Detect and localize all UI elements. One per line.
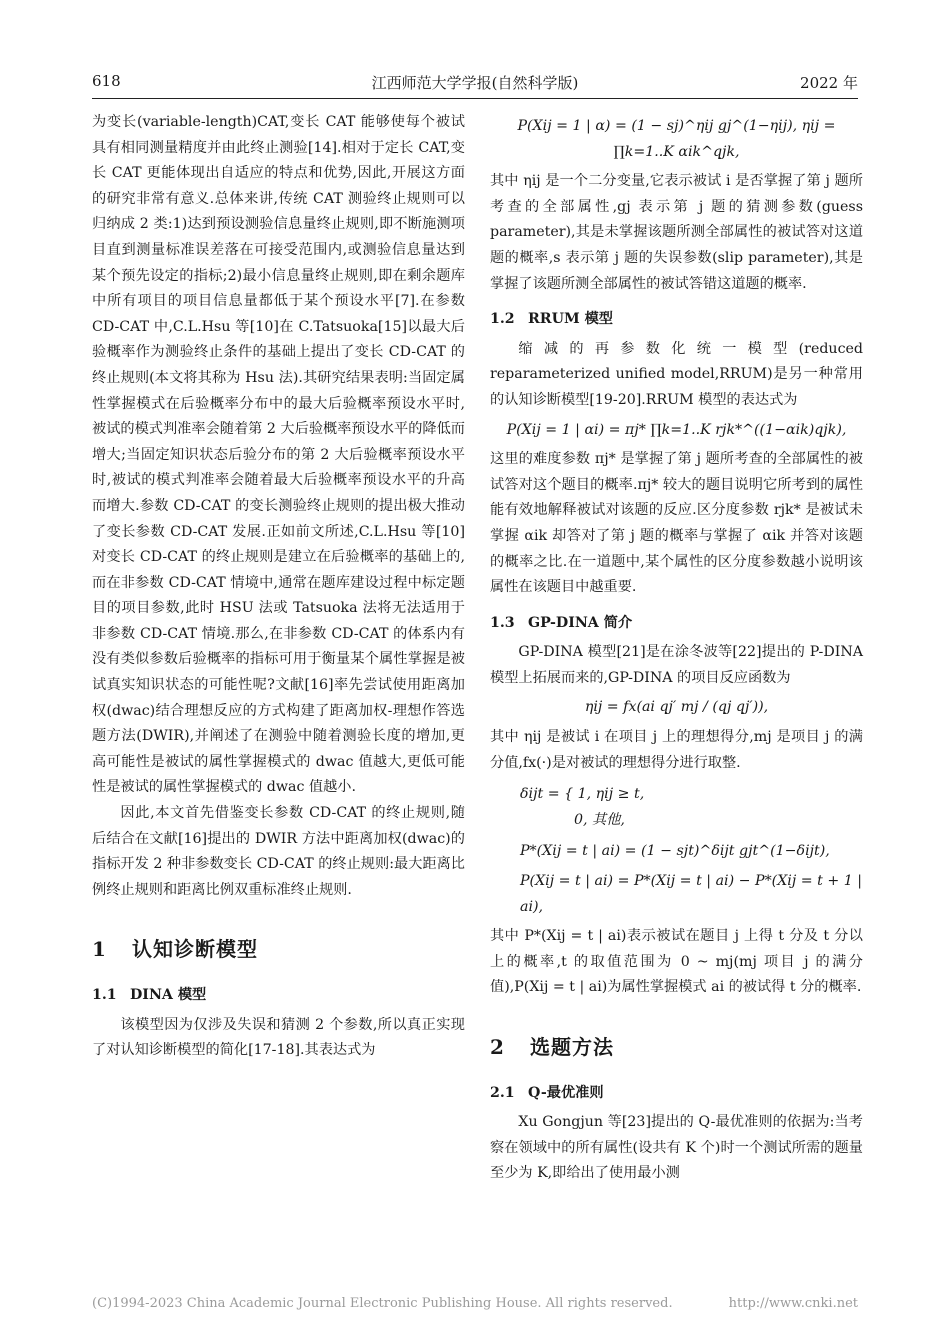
- section-title: 认知诊断模型: [132, 937, 258, 962]
- journal-title: 江西师范大学学报(自然科学版): [371, 74, 579, 92]
- paragraph: 其中 ηij 是被试 i 在项目 j 上的理想得分,mj 是项目 j 的满分值,fx(·)是对被试的理想得分进行取整.: [490, 729, 863, 771]
- subsection-number: 2.1: [490, 1084, 515, 1101]
- subsection-title: RRUM 模型: [528, 311, 613, 328]
- equation: ηij = fx(ai qj′ mj / (qj qj′)),: [584, 699, 769, 716]
- paragraph: 为变长(variable-length)CAT,变长 CAT 能够使每个被试具有相同测量精度并由此终止测验[14].相对于定长 CAT,变长 CAT 更能体现出自适应的特点和优势,因此,开展这方面的研究非常有意义.总体来讲,传统 CAT 测验终止规则可以归纳成 2 类:1)达到预设测验信息量终止规则,即不断施测项目直到测量标准误差落在可接受范围内,或测验信息量达到某个预先设定的指标;2)最小信息量终止规则,即在剩余题库中所有项目的项目信息量都低于某个预设水平[7].在参数 CD-CAT 中,C.L.Hsu 等[10]在 C.Tatsuoka[15]以最大后验概率作为测验终止条件的基础上提出了变长 CD-CAT 的终止规则(本文将其称为 Hsu 法).其研究结果表明:当固定属性掌握模式在后验概率分布中的最大后验概率预设水平时,被试的模式判准率会随着第 2 大后验概率预设水平的降低而增大;当固定知识状态后验分布的第 2 大后验概率预设水平时,被试的模式判准率会随着最大后验概率预设水平的升高而增大.参数 CD-CAT 的变长测验终止规则的提出极大推动了变长参数 CD-CAT 发展.正如前文所述,C.L.Hsu 等[10]对变长 CD-CAT 的终止规则是建立在后验概率的基础上的,而在非参数 CD-CAT 情境中,通常在题库建设过程中标定题目的项目参数,此时 HSU 法或 Tatsuoka 法将无法适用于非参数 CD-CAT 情境.那么,在非参数 CD-CAT 的体系内有没有类似参数后验概率的指标可用于衡量某个属性掌握是被试真实知识状态的可能性呢?文献[16]率先尝试使用距离加权(dwac)结合理想反应的方式构建了距离加权-理想作答选题方法(DWIR),并阐述了在测验中随着测验长度的增加,更高可能性是被试的属性掌握模式的 dwac 值越大,更低可能性是被试的属性掌握模式的 dwac 值越小.: [92, 114, 465, 796]
- section-number: 1: [92, 937, 107, 962]
- copyright-notice: (C)1994-2023 China Academic Journal Electronic Publishing House. All rights reserved.: [92, 1296, 673, 1311]
- subsection-heading: [92, 983, 465, 1009]
- header-rule: [92, 98, 858, 99]
- subsection-title: Q-最优准则: [528, 1084, 604, 1101]
- subsection-heading: [490, 611, 863, 637]
- paragraph: GP-DINA 模型[21]是在涂冬波等[22]提出的 P-DINA 模型上拓展而来的,GP-DINA 的项目反应函数为: [490, 644, 863, 686]
- equation: P*(Xij = t | ai) = (1 − sjt)^δijt gjt^(1−δijt),: [520, 843, 830, 860]
- equation-cases: [520, 782, 863, 833]
- equation: P(Xij = 1 | αi) = πj* ∏k=1..K rjk*^((1−αik)qjk),: [506, 421, 847, 438]
- subsection-number: 1.3: [490, 614, 515, 631]
- subsection-title: DINA 模型: [130, 987, 207, 1003]
- left-column: [92, 110, 465, 1064]
- paragraph: 其中 P*(Xij = t | ai)表示被试在题目 j 上得 t 分及 t 分以上的概率,t 的取值范围为 0 ~ mj(mj 项目 j 的满分值),P(Xij = t | ai)为属性掌握模式 ai 的被试得 t 分的概率.: [490, 928, 863, 996]
- paragraph: 其中 ηij 是一个二分变量,它表示被试 i 是否掌握了第 j 题所考查的全部属性,gj 表示第 j 题的猜测参数(guess parameter),其是未掌握该题所测全部属性的被试答对这道题的概率,s 表示第 j 题的失误参数(slip parameter),其是掌握了该题所测全部属性的被试答错这道题的概率.: [490, 173, 863, 292]
- equation: P(Xij = 1 | α) = (1 − sj)^ηij gj^(1−ηij), ηij = ∏k=1..K αik^qjk,: [517, 118, 836, 160]
- equation-line: δijt = { 1, ηij ≥ t,: [520, 786, 645, 803]
- equation: P(Xij = t | ai) = P*(Xij = t | ai) − P*(Xij = t + 1 | ai),: [520, 873, 863, 915]
- year: 2022 年: [800, 74, 858, 92]
- section-heading: [490, 1035, 863, 1061]
- page-header: [92, 72, 858, 96]
- section-title: 选题方法: [530, 1035, 614, 1059]
- paragraph: 这里的难度参数 πj* 是掌握了第 j 题所考查的全部属性的被试答对这个题目的概率.πj* 较大的题目说明它所考到的属性能有效地解释被试对该题的反应.区分度参数 rjk* 是被试未掌握 αik 却答对了第 j 题的概率与掌握了 αik 并答对该题的概率之比.在一道题中,某个属性的区分度参数越小说明该属性在该题目中越重要.: [490, 451, 863, 596]
- paragraph: Xu Gongjun 等[23]提出的 Q-最优准则的依据为:当考察在领域中的所有属性(设共有 K 个)时一个测试所需的题量至少为 K,即给出了使用最小测: [490, 1114, 863, 1182]
- paragraph: 缩减的再参数化统一模型(reduced reparameterized unified model,RRUM)是另一种常用的认知诊断模型[19-20].RRUM 模型的表达式为: [490, 340, 863, 408]
- subsection-number: 1.1: [92, 987, 117, 1003]
- paragraph: 该模型因为仅涉及失误和猜测 2 个参数,所以真正实现了对认知诊断模型的简化[17-18].其表达式为: [92, 1016, 465, 1059]
- subsection-heading: [490, 307, 863, 333]
- section-heading: [92, 937, 465, 963]
- publisher-url: http://www.cnki.net: [728, 1296, 858, 1311]
- section-number: 2: [490, 1035, 505, 1059]
- equation-line: 0, 其他,: [574, 811, 625, 828]
- subsection-heading: [490, 1081, 863, 1107]
- paragraph: 因此,本文首先借鉴变长参数 CD-CAT 的终止规则,随后结合在文献[16]提出的 DWIR 方法中距离加权(dwac)的指标开发 2 种非参数变长 CD-CAT 的终止规则:最大距离比例终止规则和距离比例双重标准终止规则.: [92, 805, 465, 898]
- subsection-title: GP-DINA 简介: [528, 614, 633, 631]
- page-number: 618: [92, 72, 121, 90]
- subsection-number: 1.2: [490, 311, 515, 328]
- right-column: [490, 110, 863, 1187]
